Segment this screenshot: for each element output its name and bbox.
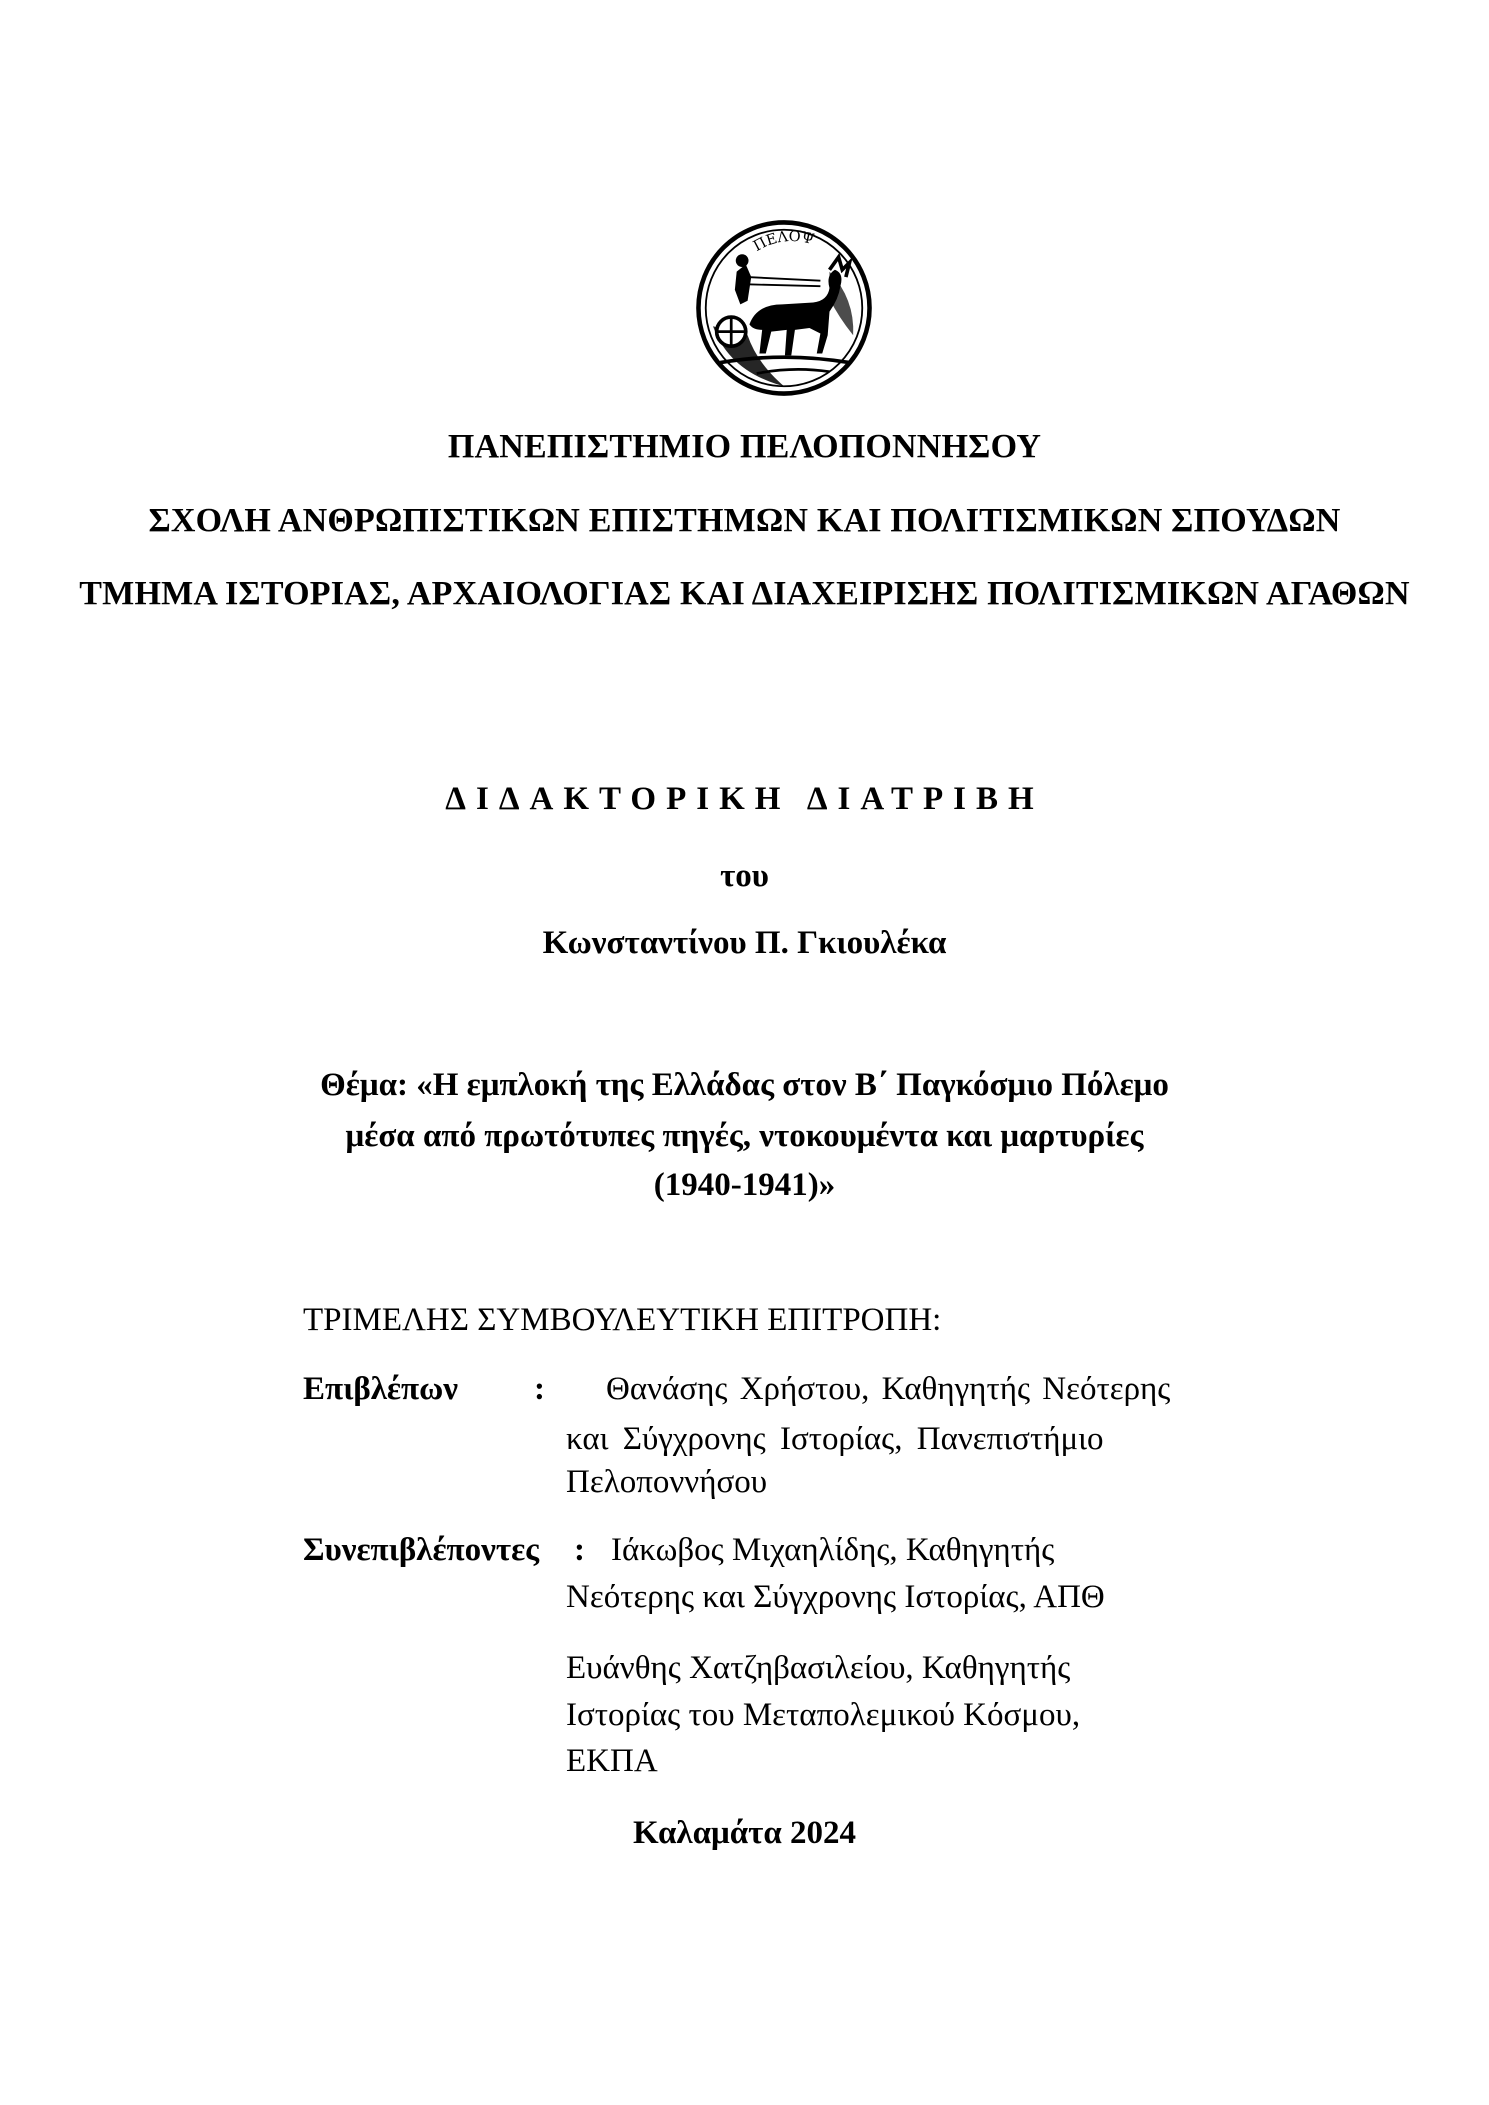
co-supervisors-colon: : [574, 1532, 585, 1568]
co-supervisor-2-line: Ευάνθης Χατζηβασιλείου, Καθηγητής [566, 1650, 1071, 1686]
co-supervisor-1-line: Νεότερης και Σύγχρονης Ιστορίας, ΑΠΘ [566, 1579, 1105, 1615]
supervisor-colon: : [534, 1371, 545, 1407]
topic-line-2: μέσα από πρωτότυπες πηγές, ντοκουμέντα και μαρτυρίες [345, 1118, 1144, 1154]
committee-heading: ΤΡΙΜΕΛΗΣ ΣΥΜΒΟΥΛΕΥΤΙΚΗ ΕΠΙΤΡΟΠΗ: [303, 1302, 942, 1338]
supervisor-line: Θανάσης Χρήστου, Καθηγητής Νεότερης [606, 1371, 1171, 1407]
of-label: του [720, 858, 769, 894]
department-name: ΤΜΗΜΑ ΙΣΤΟΡΙΑΣ, ΑΡΧΑΙΟΛΟΓΙΑΣ ΚΑΙ ΔΙΑΧΕΙΡΙΣΗΣ ΠΟΛΙΤΙΣΜΙΚΩΝ ΑΓΑΘΩΝ [79, 575, 1410, 612]
school-name: ΣΧΟΛΗ ΑΝΘΡΩΠΙΣΤΙΚΩΝ ΕΠΙΣΤΗΜΩΝ ΚΑΙ ΠΟΛΙΤΙΣΜΙΚΩΝ ΣΠΟΥΔΩΝ [148, 502, 1341, 539]
author-name: Κωνσταντίνου Π. Γκιουλέκα [542, 925, 947, 961]
supervisor-line: και Σύγχρονης Ιστορίας, Πανεπιστήμιο [566, 1421, 1104, 1457]
place-and-date: Καλαμάτα 2024 [632, 1815, 857, 1851]
topic-line-1: Θέμα: «Η εμπλοκή της Ελλάδας στον Β΄ Παγκόσμιο Πόλεμο [320, 1067, 1169, 1103]
supervisor-line: Πελοποννήσου [566, 1464, 768, 1500]
co-supervisor-2-line: Ιστορίας του Μεταπολεμικού Κόσμου, [566, 1697, 1081, 1733]
university-seal-logo [693, 217, 875, 399]
university-name: ΠΑΝΕΠΙΣΤΗΜΙΟ ΠΕΛΟΠΟΝΝΗΣΟΥ [447, 428, 1042, 465]
seal-legend: ΠΕΛΟΨ [750, 227, 816, 255]
co-supervisor-1-line: Ιάκωβος Μιχαηλίδης, Καθηγητής [611, 1532, 1055, 1568]
co-supervisors-role-label: Συνεπιβλέποντες [303, 1532, 540, 1568]
supervisor-role-label: Επιβλέπων [303, 1371, 458, 1407]
topic-line-3: (1940-1941)» [653, 1167, 836, 1203]
document-type: ΔΙΔΑΚΤΟΡΙΚΗ ΔΙΑΤΡΙΒΗ [445, 781, 1044, 817]
co-supervisor-2-line: ΕΚΠΑ [566, 1743, 658, 1779]
